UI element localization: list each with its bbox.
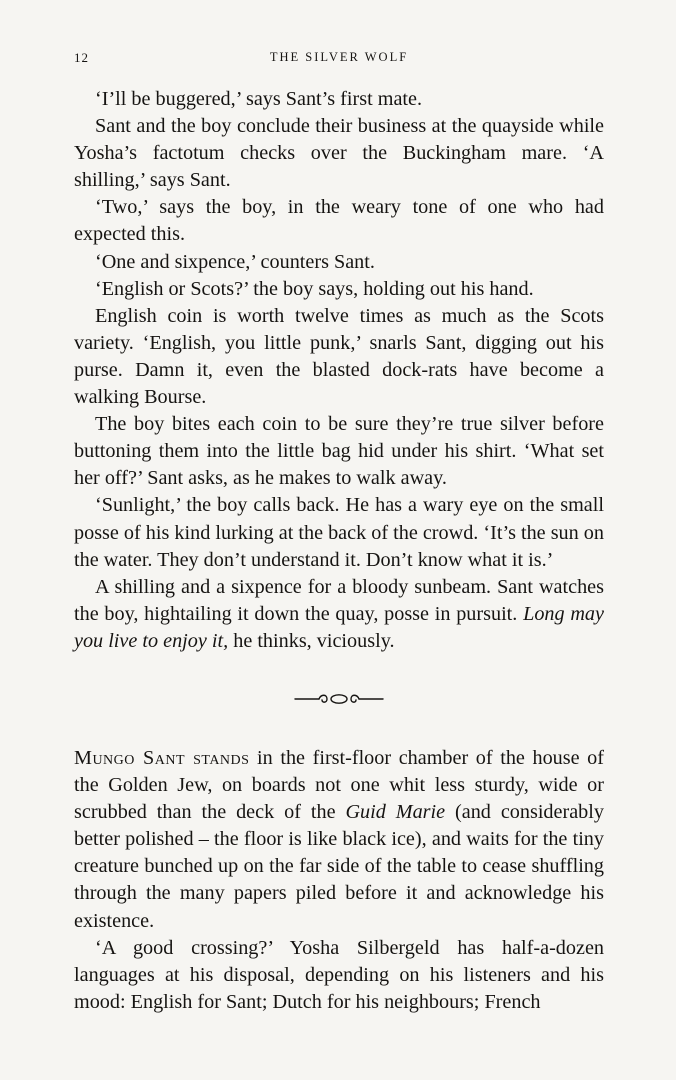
paragraph-text: he thinks, viciously. xyxy=(228,629,395,652)
section-lead-in: Mungo Sant stands xyxy=(74,746,250,769)
paragraph: ‘Sunlight,’ the boy calls back. He has a wary eye on the small posse of his kind lurking at the back of the crowd. ‘It’s the sun on the water. They don’t understand it. Don’t know what it is.’ xyxy=(74,494,604,571)
paragraph: ‘A good crossing?’ Yosha Silbergeld has half-a-dozen languages at his disposal, depending on his listeners and his mood: English for Sant; Dutch for his neighbours; French xyxy=(74,936,604,1013)
running-head xyxy=(74,50,604,70)
paragraph: ‘I’ll be buggered,’ says Sant’s first mate. xyxy=(95,88,423,110)
paragraph xyxy=(74,745,604,935)
paragraph-text: A shilling and a sixpence for a bloody sunbeam. Sant watches the boy, hightailing it down the quay, posse in pursuit. xyxy=(74,575,604,625)
paragraph-text: (and considerably better polished – the floor is like black ice), and waits for the tiny creature bunched up on the far side of the table to cease shuffling through the many papers piled before it and acknowledge his existence. xyxy=(74,801,604,932)
paragraph: English coin is worth twelve times as much as the Scots variety. ‘English, you little punk,’ snarls Sant, digging out his purse. Damn it, even the blasted dock-rats have become a walking Bourse. xyxy=(74,304,604,409)
scroll-flourish-icon xyxy=(293,692,385,706)
text-block xyxy=(74,86,604,1016)
page-number: 12 xyxy=(74,50,89,65)
paragraph: ‘English or Scots?’ the boy says, holding out his hand. xyxy=(95,277,534,300)
paragraph-text: in the first-floor chamber of the house of the Golden Jew, on boards not one whit less sturdy, wide or scrubbed than the deck of the xyxy=(74,746,604,824)
paragraph: Sant and the boy conclude their business at the quayside while Yosha’s factotum checks over the Buckingham mare. ‘A shilling,’ says Sant. xyxy=(74,115,604,192)
paragraph: The boy bites each coin to be sure they’re true silver before buttoning them into the little bag hid under his shirt. ‘What set her off?’ Sant asks, as he makes to walk away. xyxy=(74,413,604,490)
book-title: THE SILVER WOLF xyxy=(269,50,409,64)
italic-text: Guid Marie xyxy=(345,801,446,824)
paragraph xyxy=(74,574,604,655)
paragraph: ‘Two,’ says the boy, in the weary tone of one who had expected this. xyxy=(74,196,604,246)
section-break-ornament xyxy=(74,677,604,721)
paragraph: ‘One and sixpence,’ counters Sant. xyxy=(95,250,375,273)
italic-text: Long may you live to enjoy it, xyxy=(74,602,604,652)
